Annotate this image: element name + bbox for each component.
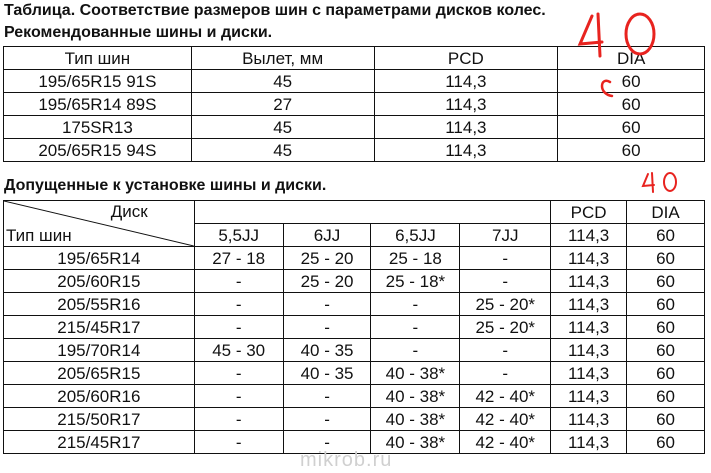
table-row <box>4 139 705 162</box>
handwritten-annotation-middle <box>640 170 690 200</box>
cell-disk-7jj: 25 - 20* <box>460 293 551 316</box>
cell-disk-5-5jj: - <box>194 316 283 339</box>
cell-tire-type: 195/65R14 <box>4 247 195 270</box>
cell-disk-7jj: 42 - 40* <box>460 408 551 431</box>
cell-tire-type: 195/65R14 89S <box>4 93 192 116</box>
cell-pcd: 114,3 <box>551 293 627 316</box>
cell-disk-6jj: - <box>283 431 371 454</box>
cell-disk-6-5jj: 40 - 38* <box>371 385 460 408</box>
recommended-section-title: Рекомендованные шины и диски. <box>4 24 273 41</box>
column-header-dia: DIA <box>627 201 705 224</box>
cell-tire-type: 215/45R17 <box>4 431 195 454</box>
cell-disk-6jj: - <box>283 408 371 431</box>
disk-group-header <box>194 201 550 224</box>
cell-dia: 60 <box>627 385 705 408</box>
cell-disk-7jj: - <box>460 339 551 362</box>
corner-label-tire-type: Тип шин <box>6 226 72 245</box>
column-header-pcd: PCD <box>374 47 558 70</box>
cell-tire-type: 205/60R15 <box>4 270 195 293</box>
cell-disk-7jj: 25 - 20* <box>460 316 551 339</box>
cell-pcd: 114,3 <box>551 316 627 339</box>
cell-disk-6jj: 25 - 20 <box>283 270 371 293</box>
cell-disk-6-5jj: 25 - 18* <box>371 270 460 293</box>
cell-disk-7jj: 42 - 40* <box>460 385 551 408</box>
column-header-disk-5-5jj: 5,5JJ <box>194 224 283 247</box>
cell-dia: 60 <box>627 316 705 339</box>
dia-value: 60 <box>627 224 705 247</box>
watermark: mikrob.ru <box>300 449 393 471</box>
cell-pcd: 114,3 <box>374 116 558 139</box>
cell-disk-6jj: - <box>283 293 371 316</box>
cell-pcd: 114,3 <box>374 70 558 93</box>
table-row <box>4 70 705 93</box>
column-header-disk-7jj: 7JJ <box>460 224 551 247</box>
cell-pcd: 114,3 <box>551 385 627 408</box>
cell-disk-6jj: 40 - 35 <box>283 339 371 362</box>
table-header-row <box>4 201 705 224</box>
cell-disk-6-5jj: 40 - 38* <box>371 408 460 431</box>
column-header-disk-6jj: 6JJ <box>283 224 371 247</box>
cell-disk-6jj: - <box>283 385 371 408</box>
cell-disk-6-5jj: 40 - 38* <box>371 431 460 454</box>
cell-offset: 45 <box>191 116 374 139</box>
cell-offset: 27 <box>191 93 374 116</box>
cell-dia: 60 <box>558 70 705 93</box>
cell-tire-type: 195/70R14 <box>4 339 195 362</box>
table-row <box>4 93 705 116</box>
pcd-value: 114,3 <box>551 224 627 247</box>
cell-pcd: 114,3 <box>551 270 627 293</box>
cell-dia: 60 <box>627 362 705 385</box>
cell-disk-7jj: - <box>460 270 551 293</box>
cell-tire-type: 175SR13 <box>4 116 192 139</box>
allowed-table-body <box>4 247 705 454</box>
table-row <box>4 116 705 139</box>
cell-disk-5-5jj: - <box>194 385 283 408</box>
cell-disk-5-5jj: 45 - 30 <box>194 339 283 362</box>
cell-pcd: 114,3 <box>374 93 558 116</box>
allowed-section-title: Допущенные к установке шины и диски. <box>4 177 327 194</box>
column-header-offset: Вылет, мм <box>191 47 374 70</box>
recommended-table <box>3 46 705 162</box>
cell-offset: 45 <box>191 139 374 162</box>
cell-disk-5-5jj: - <box>194 293 283 316</box>
cell-tire-type: 205/65R15 94S <box>4 139 192 162</box>
column-header-disk-6-5jj: 6,5JJ <box>371 224 460 247</box>
cell-dia: 60 <box>558 116 705 139</box>
table-row <box>4 247 705 270</box>
cell-disk-6-5jj: - <box>371 339 460 362</box>
cell-disk-6-5jj: 40 - 38* <box>371 362 460 385</box>
column-header-dia: DIA <box>558 47 705 70</box>
cell-disk-6jj: 25 - 20 <box>283 247 371 270</box>
table-row <box>4 339 705 362</box>
cell-disk-5-5jj: - <box>194 270 283 293</box>
cell-pcd: 114,3 <box>551 247 627 270</box>
cell-dia: 60 <box>627 247 705 270</box>
cell-dia: 60 <box>558 93 705 116</box>
cell-dia: 60 <box>558 139 705 162</box>
cell-disk-7jj: 42 - 40* <box>460 431 551 454</box>
table-row <box>4 408 705 431</box>
cell-disk-6jj: - <box>283 316 371 339</box>
document-title: Таблица. Соответствие размеров шин с параметрами дисков колес. <box>4 2 546 19</box>
table-row <box>4 293 705 316</box>
cell-pcd: 114,3 <box>551 431 627 454</box>
column-header-pcd: PCD <box>551 201 627 224</box>
cell-tire-type: 215/50R17 <box>4 408 195 431</box>
cell-pcd: 114,3 <box>551 339 627 362</box>
cell-disk-6-5jj: 25 - 18 <box>371 247 460 270</box>
corner-label-disk: Диск <box>110 202 148 221</box>
cell-tire-type: 205/60R16 <box>4 385 195 408</box>
corner-header-cell <box>4 201 195 247</box>
cell-offset: 45 <box>191 70 374 93</box>
cell-disk-5-5jj: - <box>194 408 283 431</box>
cell-disk-7jj: - <box>460 362 551 385</box>
cell-tire-type: 195/65R15 91S <box>4 70 192 93</box>
cell-disk-5-5jj: 27 - 18 <box>194 247 283 270</box>
cell-dia: 60 <box>627 339 705 362</box>
table-row <box>4 316 705 339</box>
cell-dia: 60 <box>627 270 705 293</box>
cell-disk-6-5jj: - <box>371 316 460 339</box>
cell-pcd: 114,3 <box>374 139 558 162</box>
cell-pcd: 114,3 <box>551 362 627 385</box>
cell-dia: 60 <box>627 293 705 316</box>
cell-disk-5-5jj: - <box>194 431 283 454</box>
cell-tire-type: 205/55R16 <box>4 293 195 316</box>
allowed-table <box>3 200 705 454</box>
cell-pcd: 114,3 <box>551 408 627 431</box>
cell-disk-6-5jj: - <box>371 293 460 316</box>
cell-dia: 60 <box>627 431 705 454</box>
cell-disk-6jj: 40 - 35 <box>283 362 371 385</box>
cell-tire-type: 205/65R15 <box>4 362 195 385</box>
cell-disk-5-5jj: - <box>194 362 283 385</box>
column-header-tire-type: Тип шин <box>4 47 192 70</box>
table-row <box>4 385 705 408</box>
table-header-row <box>4 47 705 70</box>
table-row <box>4 270 705 293</box>
cell-dia: 60 <box>627 408 705 431</box>
cell-tire-type: 215/45R17 <box>4 316 195 339</box>
table-row <box>4 362 705 385</box>
cell-disk-7jj: - <box>460 247 551 270</box>
